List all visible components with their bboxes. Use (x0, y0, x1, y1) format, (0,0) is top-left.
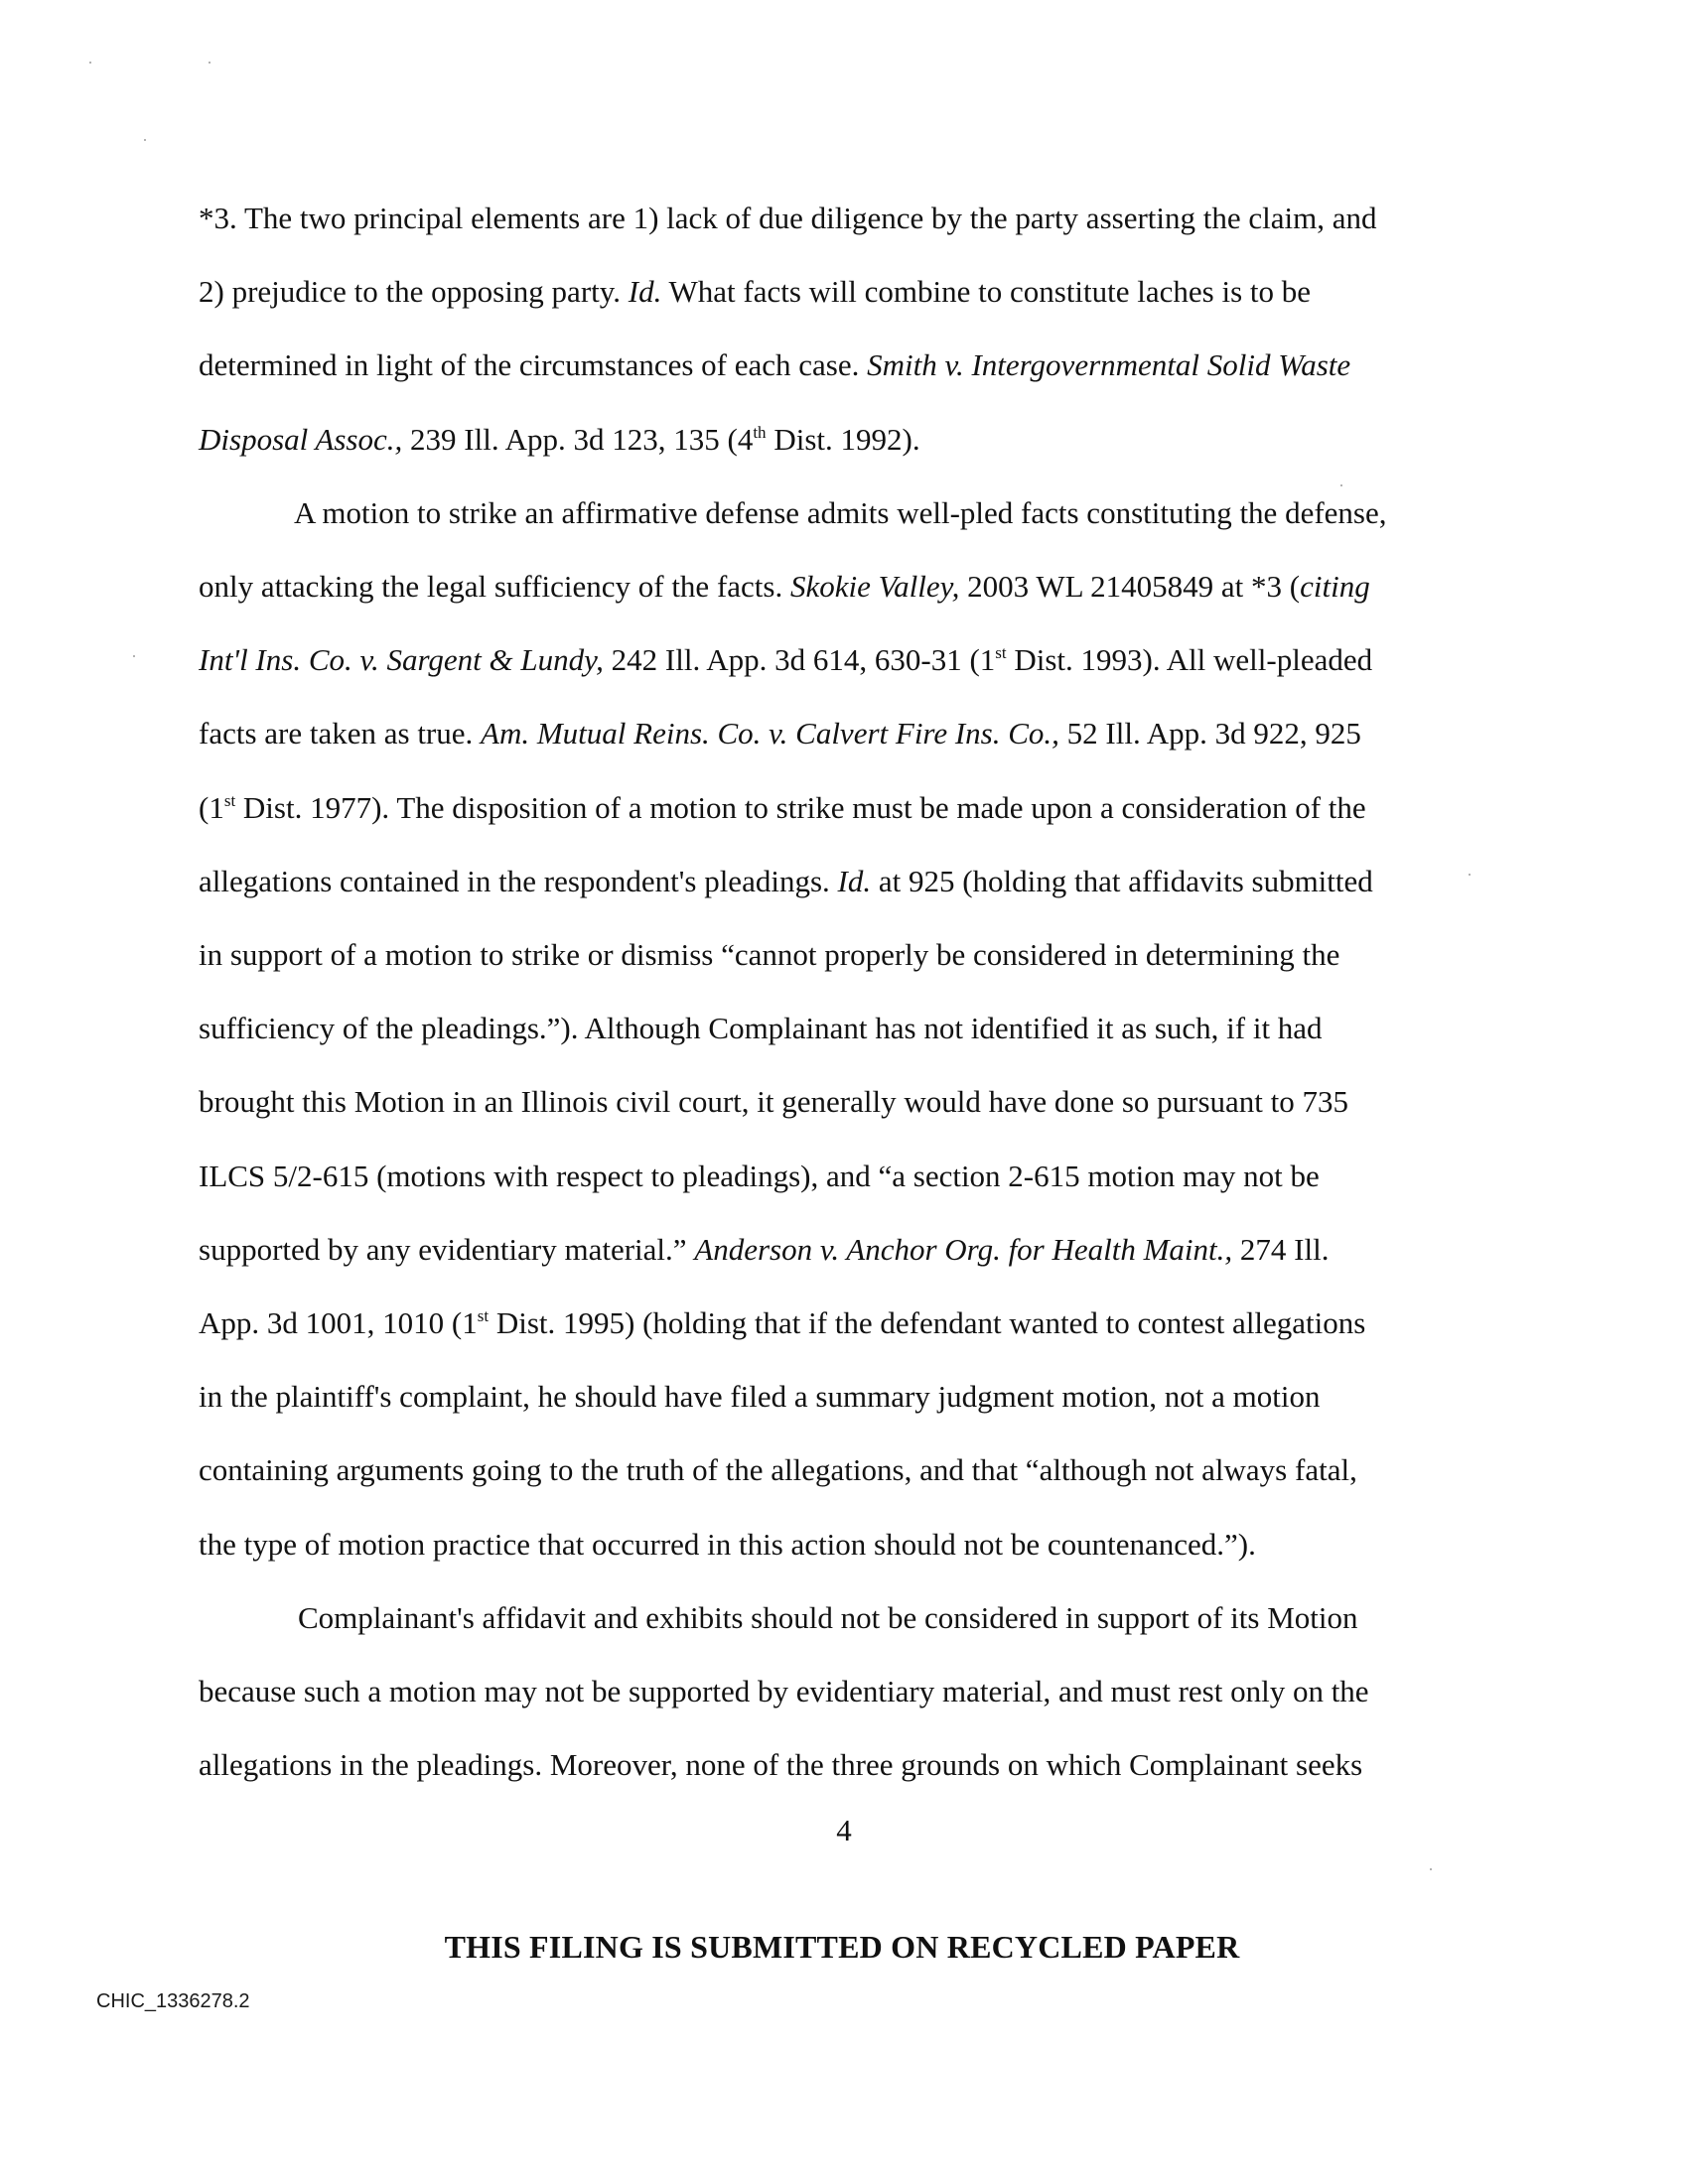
text-run: *3. The two principal elements are 1) lack of due diligence by the party asserting the claim, and (199, 201, 1377, 235)
citation-text: Smith v. Intergovernmental Solid Waste (867, 347, 1351, 382)
text-run: Dist. 1977). The disposition of a motion to strike must be made upon a consideration of the (235, 790, 1366, 825)
text-run: Dist. 1993). All well-pleaded (1006, 642, 1373, 677)
body-line (199, 1525, 1256, 1565)
scan-speck (209, 62, 210, 64)
body-line (199, 1230, 1329, 1270)
ordinal-suffix: th (753, 423, 767, 442)
body-line (199, 272, 1311, 312)
scan-speck (144, 139, 146, 141)
body-line (199, 345, 1350, 385)
text-run: containing arguments going to the truth of the allegations, and that “although not always fatal, (199, 1452, 1357, 1487)
body-line (199, 1157, 1320, 1196)
scan-speck (1340, 484, 1342, 486)
body-line (199, 1450, 1357, 1490)
ordinal-suffix: st (477, 1306, 490, 1325)
text-run: the type of motion practice that occurred in this action should not be countenanced.”). (199, 1527, 1256, 1562)
body-line (199, 862, 1373, 901)
text-run: What facts will combine to constitute laches is to be (661, 274, 1312, 309)
body-line (199, 714, 1361, 753)
scan-speck (1430, 1868, 1432, 1870)
body-line (298, 1598, 1358, 1638)
scan-speck (133, 655, 135, 657)
ordinal-suffix: st (223, 791, 236, 810)
text-run: at 925 (holding that affidavits submitted (871, 864, 1373, 898)
body-line (199, 1672, 1369, 1711)
text-run: 274 Ill. (1232, 1232, 1330, 1267)
citation-text: Disposal Assoc., (199, 422, 403, 457)
body-line (199, 567, 1370, 607)
text-run: 2) prejudice to the opposing party. (199, 274, 629, 309)
text-run: allegations contained in the respondent's pleadings. (199, 864, 838, 898)
body-line (199, 1082, 1348, 1122)
footer-title: THIS FILING IS SUBMITTED ON RECYCLED PAPER (444, 1929, 1240, 1965)
text-run: Dist. 1995) (holding that if the defendant wanted to contest allegations (489, 1305, 1366, 1340)
scan-speck (89, 62, 91, 64)
body-line (199, 420, 920, 460)
text-run: ILCS 5/2-615 (motions with respect to pleadings), and “a section 2-615 motion may not be (199, 1159, 1320, 1193)
text-run: in the plaintiff's complaint, he should have filed a summary judgment motion, not a motion (199, 1379, 1321, 1414)
text-run: in support of a motion to strike or dismiss “cannot properly be considered in determining the (199, 937, 1340, 972)
text-run: 239 Ill. App. 3d 123, 135 (4 (402, 422, 754, 457)
page-number: 4 (836, 1813, 852, 1847)
citation-text: Int'l Ins. Co. v. Sargent & Lundy, (199, 642, 604, 677)
body-line (199, 640, 1372, 680)
document-id: CHIC_1336278.2 (96, 1990, 250, 2012)
body-line (199, 1009, 1323, 1048)
text-run: 2003 WL 21405849 at *3 ( (959, 569, 1301, 604)
text-run: only attacking the legal sufficiency of the facts. (199, 569, 790, 604)
citation-text: Id. (628, 274, 662, 309)
text-run: facts are taken as true. (199, 716, 482, 751)
body-line (199, 199, 1377, 238)
text-run: brought this Motion in an Illinois civil court, it generally would have done so pursuant to 735 (199, 1084, 1349, 1119)
scan-speck (1469, 874, 1471, 876)
citation-text: Skokie Valley, (789, 569, 960, 604)
body-line (199, 1745, 1362, 1785)
citation-text: Anderson v. Anchor Org. for Health Maint., (694, 1232, 1233, 1267)
text-run: sufficiency of the pleadings.”). Although Complainant has not identified it as such, if it had (199, 1011, 1323, 1045)
text-run: 242 Ill. App. 3d 614, 630-31 (1 (603, 642, 996, 677)
text-run: Complainant's affidavit and exhibits should not be considered in support of its Motion (298, 1600, 1358, 1635)
text-run: because such a motion may not be supported by evidentiary material, and must rest only on the (199, 1674, 1369, 1708)
text-run: Dist. 1992). (766, 422, 920, 457)
text-run: allegations in the pleadings. Moreover, none of the three grounds on which Complainant seeks (199, 1747, 1363, 1782)
body-line (294, 493, 1387, 533)
body-line (199, 1377, 1320, 1417)
body-line (199, 1303, 1365, 1343)
text-run: determined in light of the circumstances of each case. (199, 347, 868, 382)
citation-text: Am. Mutual Reins. Co. v. Calvert Fire Ins. Co., (481, 716, 1059, 751)
text-run: supported by any evidentiary material.” (199, 1232, 695, 1267)
text-run: 52 Ill. App. 3d 922, 925 (1058, 716, 1361, 751)
ordinal-suffix: st (995, 643, 1007, 662)
text-run: A motion to strike an affirmative defense admits well-pled facts constituting the defense, (294, 495, 1387, 530)
text-run: (1 (199, 790, 224, 825)
body-line (199, 935, 1339, 975)
citation-text: citing (1300, 569, 1370, 604)
citation-text: Id. (837, 864, 872, 898)
text-run: App. 3d 1001, 1010 (1 (199, 1305, 478, 1340)
body-line (199, 788, 1366, 828)
